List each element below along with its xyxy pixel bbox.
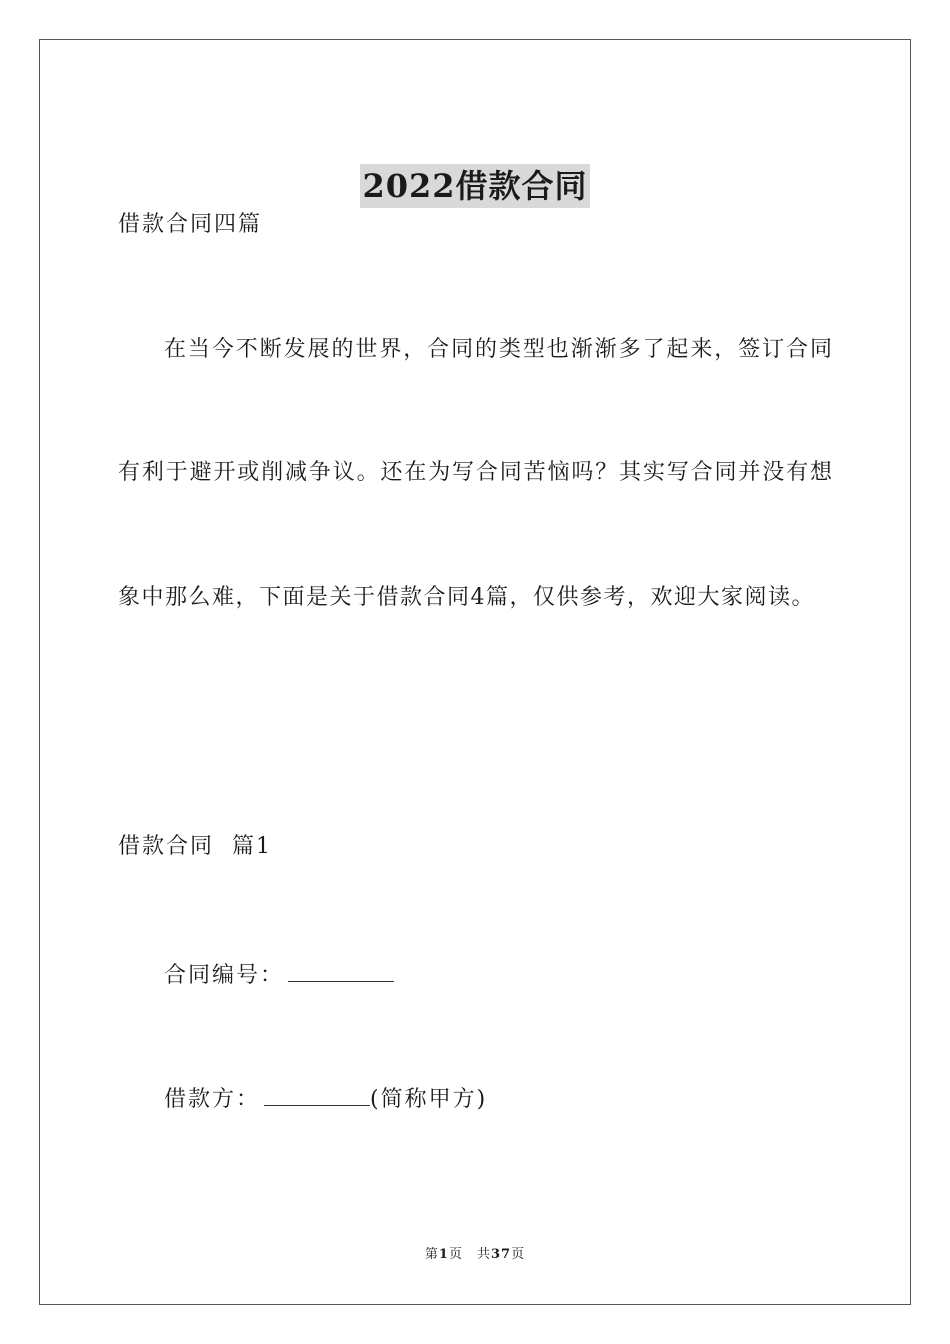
contract-number-row [164, 957, 394, 991]
intro-line-1: 在当今不断发展的世界，合同的类型也渐渐多了起来，签订合同 [164, 337, 832, 362]
document-page [39, 39, 911, 1305]
intro-line-2: 有利于避开或削减争议。还在为写合同苦恼吗？其实写合同并没有想 [118, 460, 832, 485]
footer-page-mid: 页 [448, 1247, 463, 1262]
contract-number-label: 合同编号： [164, 963, 285, 988]
footer-total-suffix: 页 [511, 1247, 526, 1262]
footer-total-prefix: 共 [476, 1247, 491, 1262]
page-footer [40, 1246, 910, 1264]
borrower-label: 借款方： [164, 1087, 261, 1112]
title-container [40, 164, 910, 208]
footer-page-total: 37 [490, 1247, 512, 1262]
borrower-blank[interactable] [264, 1081, 370, 1106]
document-title: 2022借款合同 [360, 164, 589, 208]
document-subtitle: 借款合同四篇 [118, 212, 263, 237]
contract-number-blank[interactable] [288, 957, 394, 982]
footer-page-current: 1 [438, 1247, 449, 1262]
borrower-suffix: (简称甲方) [370, 1087, 488, 1112]
footer-page-prefix: 第 [424, 1247, 439, 1262]
intro-line-3: 象中那么难，下面是关于借款合同4篇，仅供参考，欢迎大家阅读。 [118, 585, 815, 610]
section-heading: 借款合同 篇1 [118, 834, 272, 859]
borrower-row [164, 1081, 487, 1115]
